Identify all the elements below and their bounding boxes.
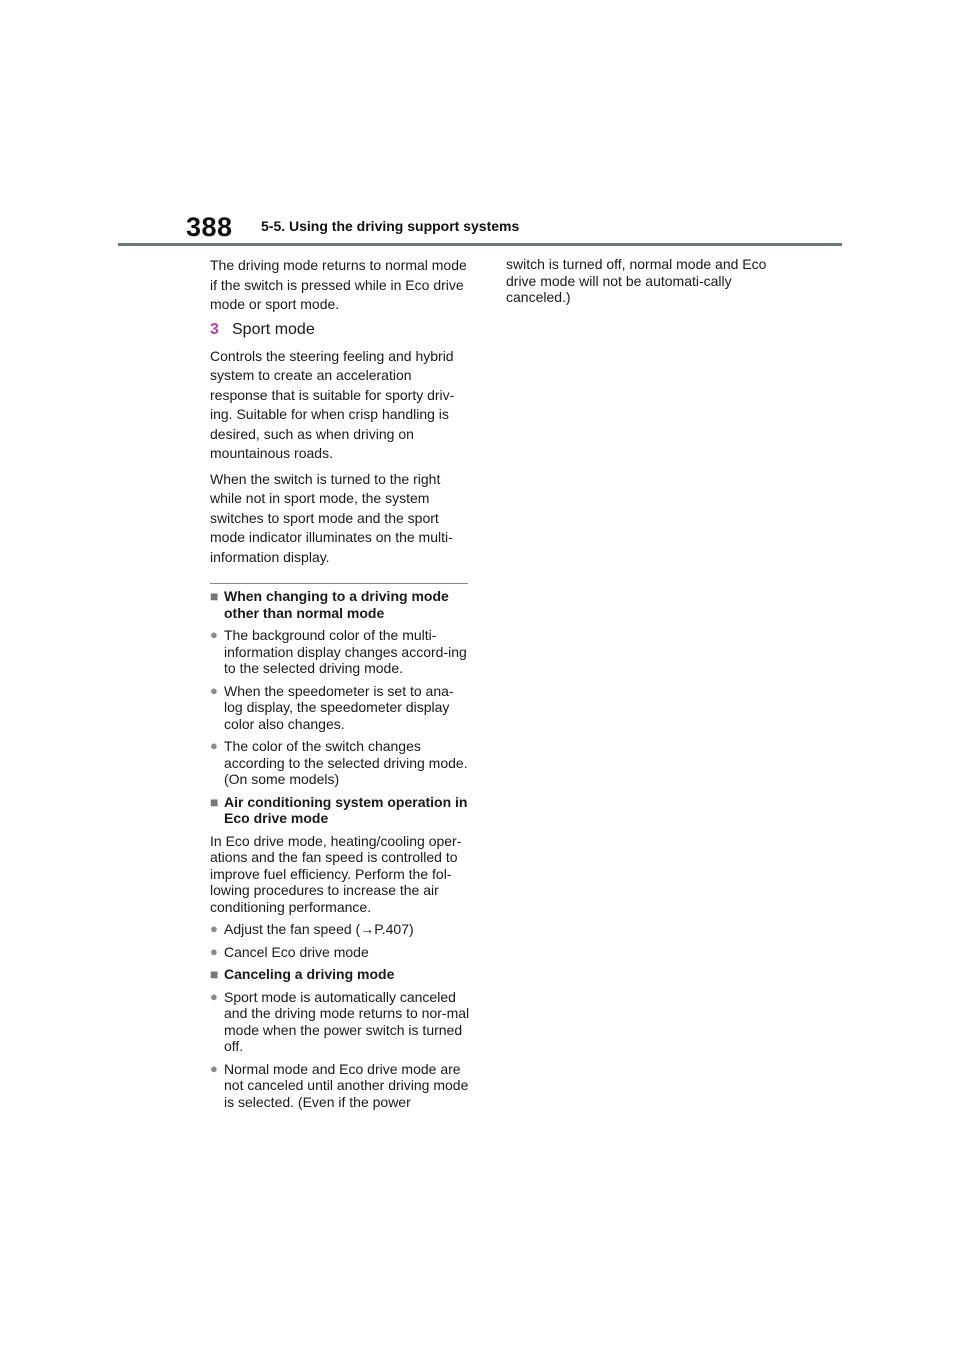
right-column xyxy=(506,256,768,312)
circle-bullet-icon: ● xyxy=(210,682,218,698)
list-item xyxy=(210,989,472,1055)
circle-bullet-icon: ● xyxy=(210,1060,218,1076)
list-item xyxy=(210,921,472,938)
list-item-prefix: Adjust the fan speed ( xyxy=(224,921,361,937)
page-number: 388 xyxy=(186,212,233,242)
note-paragraph: In Eco drive mode, heating/cooling oper-ations and the fan speed is controlled to improve fuel efficiency. Perform the fol-lowing procedures to increase the air conditioning performance. xyxy=(210,832,462,915)
left-column xyxy=(210,256,472,1116)
continuation-paragraph: switch is turned off, normal mode and Eco drive mode will not be automati-cally canceled.) xyxy=(506,256,767,305)
note-heading-text: Air conditioning system operation in Eco drive mode xyxy=(224,793,468,826)
list-item-text: The color of the switch changes according to the selected driving mode. (On some models) xyxy=(224,738,468,787)
list-item xyxy=(210,944,472,961)
square-bullet-icon: ■ xyxy=(210,966,219,982)
step-number: 3 xyxy=(210,320,219,338)
list-item-text: Sport mode is automatically canceled and the driving mode returns to nor-mal mode when the power switch is turned off. xyxy=(224,988,470,1054)
circle-bullet-icon: ● xyxy=(210,627,218,642)
list-item-text: When the speedometer is set to ana-log display, the speedometer display color also changes. xyxy=(224,682,454,732)
note-heading-text: Canceling a driving mode xyxy=(224,966,395,982)
list-item-text: The background color of the multi-information display changes accord-ing to the selected driving mode. xyxy=(224,627,467,676)
note-heading xyxy=(210,588,472,621)
list-item xyxy=(210,1061,472,1111)
circle-bullet-icon: ● xyxy=(210,921,218,936)
list-item xyxy=(210,683,472,733)
section-title: 5-5. Using the driving support systems xyxy=(261,218,520,234)
circle-bullet-icon: ● xyxy=(210,738,218,753)
sport-mode-switch-paragraph: When the switch is turned to the right while not in sport mode, the system switches to sport mode and the sport mode indicator illuminates on the multi-information display. xyxy=(210,470,453,565)
list-item-text: Cancel Eco drive mode xyxy=(224,943,369,960)
header-divider xyxy=(118,243,842,246)
list-item xyxy=(210,738,472,788)
list-item-text xyxy=(224,921,414,938)
note-heading-text: When changing to a driving mode other than normal mode xyxy=(224,588,449,621)
list-item-text: Normal mode and Eco drive mode are not canceled until another driving mode is selected. (Even if the power xyxy=(224,1060,469,1110)
notes-divider xyxy=(210,583,468,584)
page-reference-link[interactable]: P.407) xyxy=(374,921,414,937)
intro-paragraph: The driving mode returns to normal mode if the switch is pressed while in Eco drive mode or sport mode. xyxy=(210,257,467,312)
note-heading xyxy=(210,966,472,983)
circle-bullet-icon: ● xyxy=(210,988,218,1004)
sport-mode-description: Controls the steering feeling and hybrid system to create an acceleration response that is suitable for sporty driv-ing. Suitable for when crisp handling is desired, such as when driving on mountainous roads. xyxy=(210,347,455,461)
circle-bullet-icon: ● xyxy=(210,943,218,959)
arrow-right-icon: → xyxy=(360,921,375,937)
note-heading xyxy=(210,794,472,827)
list-item xyxy=(210,627,472,677)
square-bullet-icon: ■ xyxy=(210,793,219,810)
step-title: Sport mode xyxy=(232,320,315,338)
square-bullet-icon: ■ xyxy=(210,588,219,604)
step-heading xyxy=(210,321,472,339)
